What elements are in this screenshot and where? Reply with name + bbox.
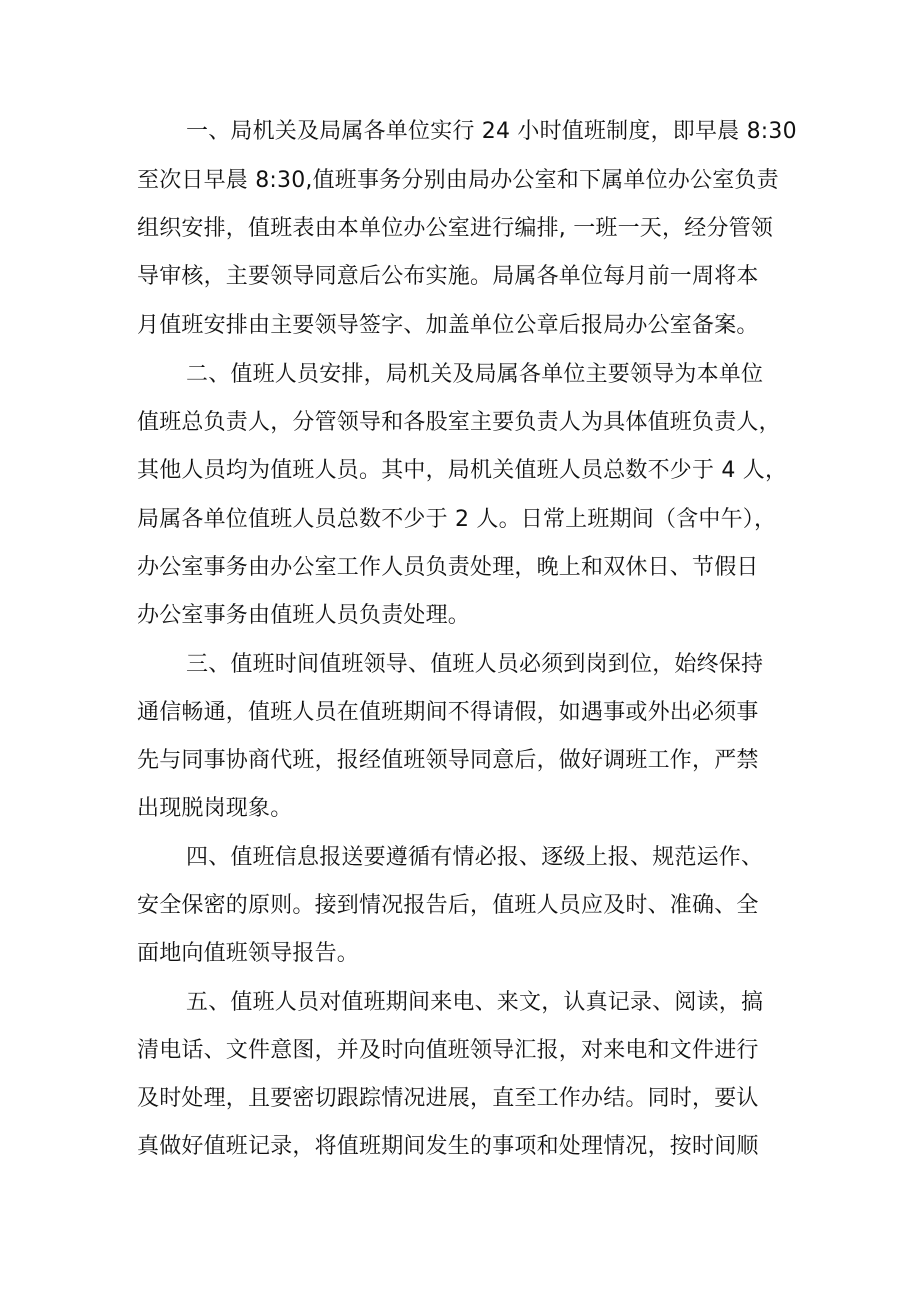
paragraph-3-line-2: 通信畅通，值班人员在值班期间不得请假，如遇事或外出必须事: [137, 700, 759, 725]
paragraph-4-line-1: 四、值班信息报送要遵循有情必报、逐级上报、规范运作、: [186, 845, 764, 870]
paragraph-1-line-4: 导审核，主要领导同意后公布实施。局属各单位每月前一周将本: [137, 264, 759, 289]
paragraph-1-line-2: 至次日早晨 8:30,值班事务分别由局办公室和下属单位办公室负责: [137, 168, 779, 193]
paragraph-5-line-1: 五、值班人员对值班期间来电、来文，认真记录、阅读，搞: [186, 990, 764, 1015]
paragraph-3-line-3: 先与同事协商代班，报经值班领导同意后，做好调班工作，严禁: [137, 748, 759, 773]
paragraph-5-line-2: 清电话、文件意图，并及时向值班领导汇报，对来电和文件进行: [137, 1038, 759, 1063]
paragraph-1-line-1: 一、局机关及局属各单位实行 24 小时值班制度，即早晨 8:30: [186, 119, 797, 144]
paragraph-3-line-4: 出现脱岗现象。: [137, 796, 293, 821]
paragraph-5-line-4: 真做好值班记录，将值班期间发生的事项和处理情况，按时间顺: [137, 1134, 759, 1159]
paragraph-4-line-2: 安全保密的原则。接到情况报告后，值班人员应及时、准确、全: [137, 893, 759, 918]
paragraph-3-line-1: 三、值班时间值班领导、值班人员必须到岗到位，始终保持: [186, 652, 764, 677]
paragraph-2-line-3: 其他人员均为值班人员。其中，局机关值班人员总数不少于 4 人，: [137, 458, 788, 483]
paragraph-2-line-2: 值班总负责人，分管领导和各股室主要负责人为具体值班负责人，: [137, 410, 781, 435]
paragraph-1-line-3: 组织安排，值班表由本单位办公室进行编排, 一班一天，经分管领: [137, 216, 773, 241]
paragraph-2-line-4: 局属各单位值班人员总数不少于 2 人。日常上班期间（含中午），: [137, 507, 777, 532]
paragraph-2-line-5: 办公室事务由办公室工作人员负责处理，晚上和双休日、节假日: [137, 555, 759, 580]
paragraph-5-line-3: 及时处理，且要密切跟踪情况进展，直至工作办结。同时，要认: [137, 1086, 759, 1111]
paragraph-2-line-6: 办公室事务由值班人员负责处理。: [137, 603, 471, 628]
paragraph-4-line-3: 面地向值班领导报告。: [137, 941, 360, 966]
paragraph-2-line-1: 二、值班人员安排，局机关及局属各单位主要领导为本单位: [186, 362, 764, 387]
paragraph-1-line-5: 月值班安排由主要领导签字、加盖单位公章后报局办公室备案。: [137, 313, 759, 338]
